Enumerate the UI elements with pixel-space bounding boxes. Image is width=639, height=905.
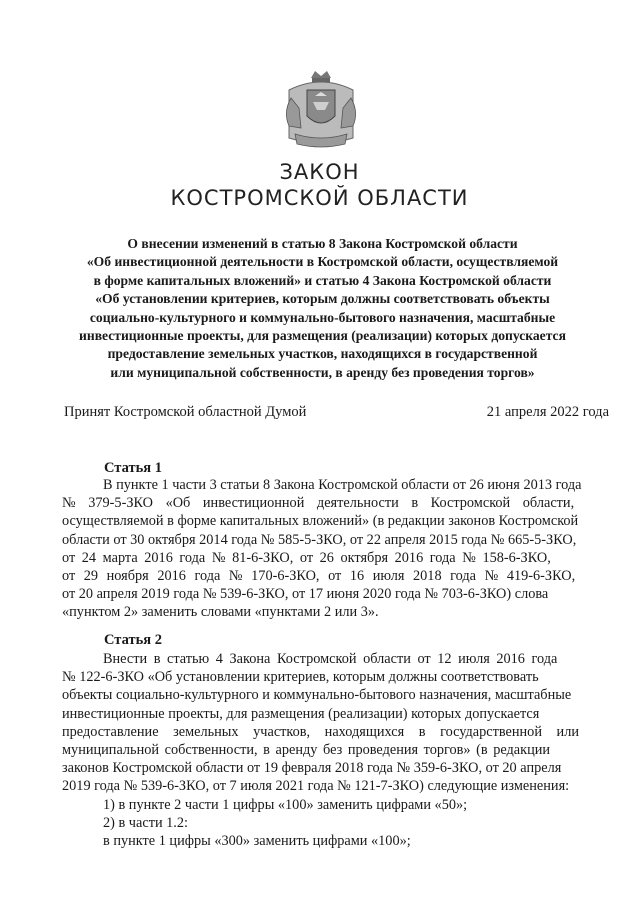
adopted-date: 21 апреля 2022 года <box>486 404 609 420</box>
article-2-line: объекты социально-культурного и коммунально-бытового назначения, масштабные <box>62 687 572 704</box>
kostroma-coat-of-arms-icon <box>275 68 367 152</box>
law-title-line2: КОСТРОМСКОЙ ОБЛАСТИ <box>170 186 469 210</box>
article-1-line: В пункте 1 части 3 статьи 8 Закона Костромской области от 26 июня 2013 года <box>103 477 582 493</box>
article-1-line: № 379-5-ЗКО «Об инвестиционной деятельности в Костромской области, <box>62 495 575 512</box>
article-2-line: Внести в статью 4 Закона Костромской области от 12 июля 2016 года <box>103 651 558 667</box>
law-title-line1: ЗАКОН <box>279 160 360 184</box>
heading-line: или муниципальной собственности, в аренду без проведения торгов» <box>110 364 535 380</box>
article-2-item: в пункте 1 цифры «300» заменить цифрами «100»; <box>103 833 411 850</box>
heading-line: О внесении изменений в статью 8 Закона Костромской области <box>127 236 518 251</box>
article-1-title: Статья 1 <box>104 460 162 476</box>
article-1-line: «пунктом 2» заменить словами «пунктами 2 или 3». <box>62 604 379 621</box>
article-2-line: инвестиционные проекты, для размещения (реализации) которых допускается <box>62 705 540 722</box>
law-heading <box>60 235 585 382</box>
heading-line: «Об установлении критериев, которым должны соответствовать объекты <box>95 291 550 307</box>
heading-line: предоставление земельных участков, находящихся в государственной <box>107 346 538 362</box>
article-1-line: области от 30 октября 2014 года № 585-5-ЗКО, от 22 апреля 2015 года № 665-5-ЗКО, <box>62 531 577 548</box>
article-1-line: от 24 марта 2016 года № 81-6-ЗКО, от 26 октября 2016 года № 158-6-ЗКО, <box>62 549 551 566</box>
article-2-line: законов Костромской области от 19 февраля 2018 года № 359-6-ЗКО, от 20 апреля <box>62 760 562 777</box>
heading-line: инвестиционные проекты, для размещения (реализации) которых допускается <box>79 328 566 344</box>
article-1-line: от 20 апреля 2019 года № 539-6-ЗКО, от 17 июня 2020 года № 703-6-ЗКО) слова <box>62 586 549 603</box>
article-2-body <box>62 650 609 850</box>
article-1-line: от 29 ноября 2016 года № 170-6-ЗКО, от 16 июля 2018 года № 419-6-ЗКО, <box>62 568 576 585</box>
article-2-line: 2019 года № 539-6-ЗКО, от 7 июля 2021 года № 121-7-ЗКО) следующие изменения: <box>62 778 570 795</box>
article-2-line: № 122-6-ЗКО «Об установлении критериев, которым должны соответствовать <box>62 669 539 686</box>
article-2-item: 1) в пункте 2 части 1 цифры «100» заменить цифрами «50»; <box>103 796 468 813</box>
adopted-by: Принят Костромской областной Думой <box>64 404 307 420</box>
heading-line: в форме капитальных вложений» и статью 4 Закона Костромской области <box>93 272 552 288</box>
article-1-body <box>62 476 609 622</box>
article-2-title: Статья 2 <box>104 632 162 648</box>
article-2-line: предоставление земельных участков, находящихся в государственной или <box>62 723 579 740</box>
heading-line: социально-культурного и коммунально-бытового назначения, масштабные <box>89 309 556 325</box>
article-2-line: муниципальной собственности, в аренду без проведения торгов» (в редакции <box>62 742 551 759</box>
article-1-line: осуществляемой в форме капитальных вложений» (в редакции законов Костромской <box>62 513 579 530</box>
heading-line: «Об инвестиционной деятельности в Костромской области, осуществляемой <box>86 254 559 270</box>
article-2-item: 2) в части 1.2: <box>103 814 189 831</box>
